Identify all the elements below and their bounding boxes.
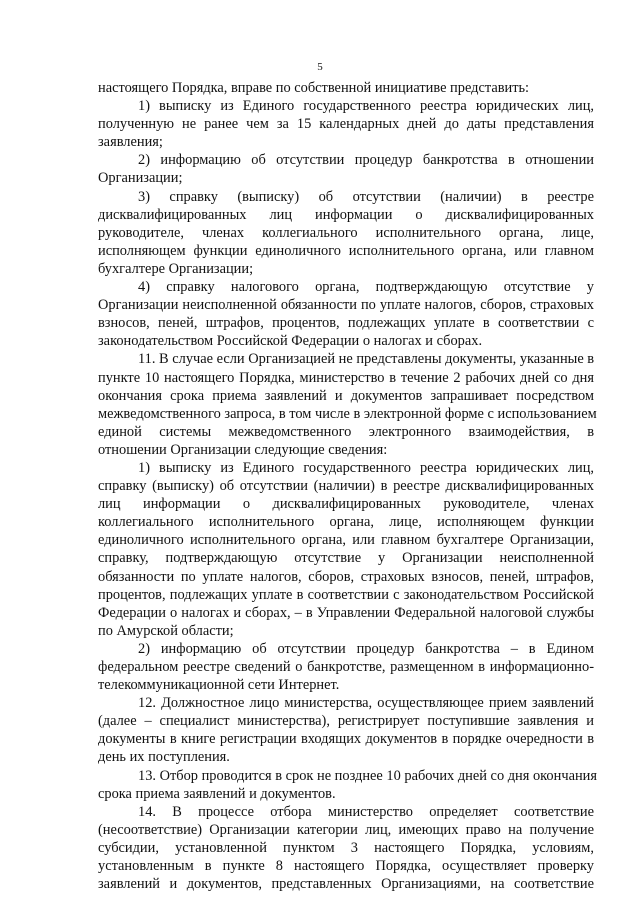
text-line: день их поступления. (98, 749, 230, 766)
text-line: (далее – специалист министерства), регистрирует поступившие заявления и (98, 713, 594, 730)
text-line: окончания срока приема заявлений и документов запрашивает посредством (98, 387, 594, 404)
text-line: заявлений и документов, представленных Организациями, на соответствие (98, 876, 594, 893)
text-line: 12. Должностное лицо министерства, осуществляющее прием заявлений (138, 695, 594, 712)
text-line: субсидии, установленной пунктом 3 настоящего Порядка, условиям, (98, 839, 594, 856)
text-line: обязанности по уплате налогов, сборов, страховых взносов, пеней, штрафов, (98, 568, 594, 585)
text-line: дисквалифицированных лиц информации о дисквалифицированных (98, 206, 594, 223)
text-line: Организации неисполненной обязанности по уплате налогов, сборов, страховых (98, 297, 594, 314)
text-line: по Амурской области; (98, 622, 234, 639)
text-line: 11. В случае если Организацией не представлены документы, указанные в (138, 351, 595, 368)
text-line: Федерации о налогах и сборах, – в Управлении Федеральной налоговой службы (98, 604, 594, 621)
text-line: отношении Организации следующие сведения: (98, 441, 388, 458)
text-line: единой системы межведомственного электронного взаимодействия, в (98, 423, 594, 440)
text-line: заявления; (98, 134, 163, 151)
text-line: исполняющем функции единоличного исполнительного органа, или главном (98, 242, 594, 259)
text-line: справку, подтверждающую отсутствие у Организации неисполненной (98, 550, 594, 567)
text-line: 13. Отбор проводится в срок не позднее 10 рабочих дней со дня окончания (138, 767, 597, 784)
text-line: единоличного исполнительного органа, или главном бухгалтере Организации, (98, 532, 594, 549)
text-line: документы в книге регистрации входящих документов в порядке очередности в (98, 731, 594, 748)
text-line: полученную не ранее чем за 15 календарных дней до даты представления (98, 116, 594, 133)
text-line: 3) справку (выписку) об отсутствии (наличии) в реестре (138, 188, 594, 205)
text-line: 1) выписку из Единого государственного реестра юридических лиц, (138, 459, 594, 476)
text-line: (несоответствие) Организации категории лиц, имеющих право на получение (98, 821, 594, 838)
text-line: срока приема заявлений и документов. (98, 785, 336, 802)
document-body (98, 79, 597, 893)
text-line: законодательством Российской Федерации о налогах и сборах. (98, 333, 483, 350)
text-line: лиц информации о дисквалифицированных руководителе, членах (98, 496, 594, 513)
text-line: коллегиального исполнительного органа, лице, исполняющем функции (98, 514, 594, 531)
text-line: 2) информацию об отсутствии процедур банкротства – в Едином (138, 640, 594, 657)
text-line: бухгалтере Организации; (98, 260, 254, 277)
text-line: процентов, подлежащих уплате в соответствии с законодательством Российской (98, 586, 594, 603)
text-line: Организации; (98, 170, 183, 187)
text-line: 4) справку налогового органа, подтверждающую отсутствие у (138, 279, 594, 296)
text-line: руководителе, членах коллегиального исполнительного органа, лице, (98, 224, 594, 241)
text-line: пункте 10 настоящего Порядка, министерство в течение 2 рабочих дней со дня (98, 369, 594, 386)
text-line: установленным в пункте 8 настоящего Порядка, осуществляет проверку (98, 858, 594, 875)
text-line: взносов, пеней, штрафов, процентов, подлежащих уплате в соответствии с (98, 315, 594, 332)
text-line: межведомственного запроса, в том числе в электронной форме с использованием (98, 405, 597, 422)
text-line: 1) выписку из Единого государственного реестра юридических лиц, (138, 98, 594, 115)
text-line: настоящего Порядка, вправе по собственной инициативе представить: (98, 80, 530, 96)
text-line: справку (выписку) об отсутствии (наличии) в реестре дисквалифицированных (98, 478, 594, 495)
text-line: телекоммуникационной сети Интернет. (98, 677, 340, 694)
text-line: 2) информацию об отсутствии процедур банкротства в отношении (138, 152, 594, 169)
text-line: федеральном реестре сведений о банкротстве, размещенном в информационно- (98, 659, 594, 675)
page-number: 5 (317, 61, 323, 73)
text-line: 14. В процессе отбора министерство определяет соответствие (138, 803, 594, 820)
